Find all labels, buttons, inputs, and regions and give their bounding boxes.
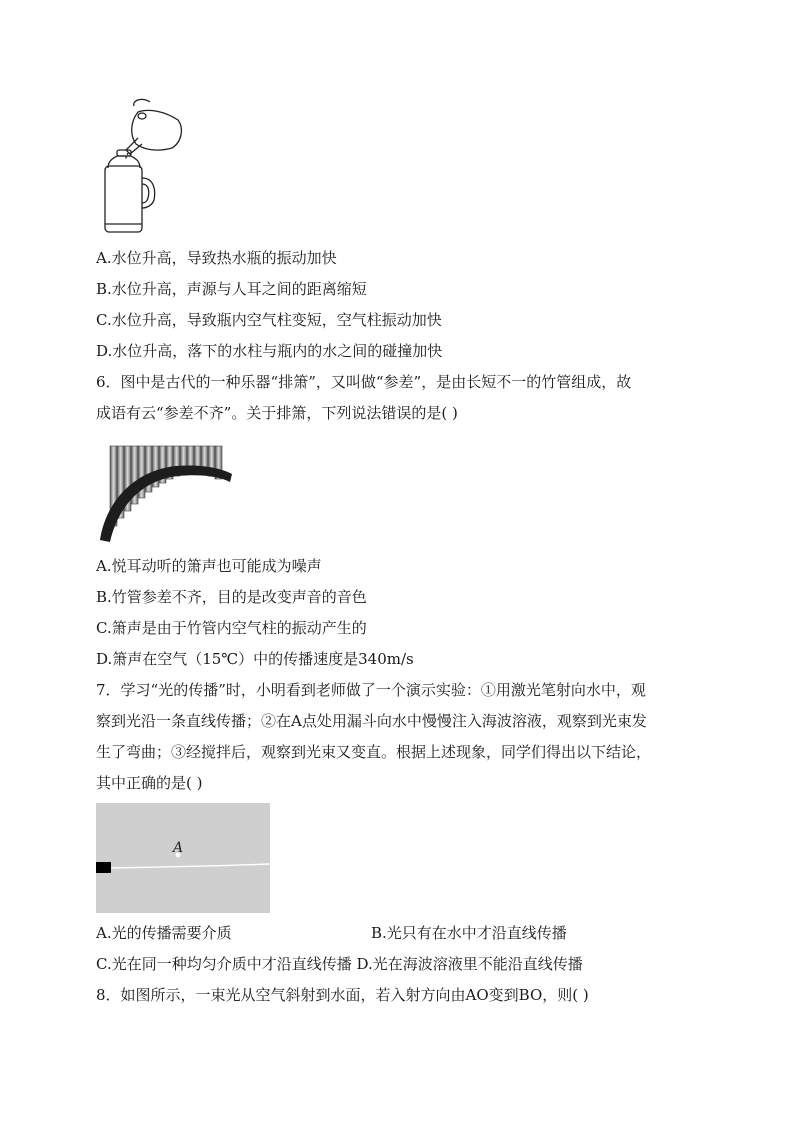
q8-stem-line1: 8．如图所示，一束光从空气斜射到水面，若入射方向由AO变到BO，则( ): [96, 986, 589, 1004]
q5-option-a: A.水位升高，导致热水瓶的振动加快: [96, 249, 337, 267]
q6-option-c: C.箫声是由于竹管内空气柱的振动产生的: [96, 619, 367, 637]
q7-stem-line4: 其中正确的是( ): [96, 774, 203, 792]
q7-stem-line2: 察到光沿一条直线传播；②在A点处用漏斗向水中慢慢注入海波溶液，观察到光束发: [96, 712, 647, 730]
q7-stem-line1: 7．学习“光的传播”时，小明看到老师做了一个演示实验：①用激光笔射向水中，观: [96, 681, 646, 699]
q7-option-c: C.光在同一种均匀介质中才沿直线传播: [96, 955, 352, 973]
q6-stem-line1: 6．图中是古代的一种乐器“排箫”，又叫做“参差”，是由长短不一的竹管组成，故: [96, 373, 632, 391]
pan-flute-figure: [96, 440, 236, 545]
q7-option-d: D.光在海波溶液里不能沿直线传播: [356, 955, 583, 973]
q6-option-a: A.悦耳动听的箫声也可能成为噪声: [96, 557, 322, 575]
q5-option-b: B.水位升高，声源与人耳之间的距离缩短: [96, 280, 367, 298]
q7-option-a: A.光的传播需要介质: [96, 924, 232, 942]
q6-option-b: B.竹管参差不齐，目的是改变声音的音色: [96, 588, 367, 606]
q5-option-d: D.水位升高，落下的水柱与瓶内的水之间的碰撞加快: [96, 342, 443, 360]
q7-options-row1: [96, 923, 696, 943]
laser-pen: [96, 862, 111, 873]
laser-water-figure: [96, 803, 270, 913]
point-a-label: A: [173, 840, 184, 856]
q7-stem-line3: 生了弯曲；③经搅拌后，观察到光束又变直。根据上述现象，同学们得出以下结论，: [96, 743, 652, 761]
q6-option-d: D.箫声在空气（15℃）中的传播速度是340m/s: [96, 650, 414, 668]
thermos-kettle-figure: [98, 98, 188, 238]
q7-options-row2: [96, 954, 583, 974]
q6-stem-line2: 成语有云“参差不齐”。关于排箫，下列说法错误的是( ): [96, 404, 458, 422]
q5-option-c: C.水位升高，导致瓶内空气柱变短，空气柱振动加快: [96, 311, 442, 329]
q7-option-b: B.光只有在水中才沿直线传播: [371, 924, 567, 942]
